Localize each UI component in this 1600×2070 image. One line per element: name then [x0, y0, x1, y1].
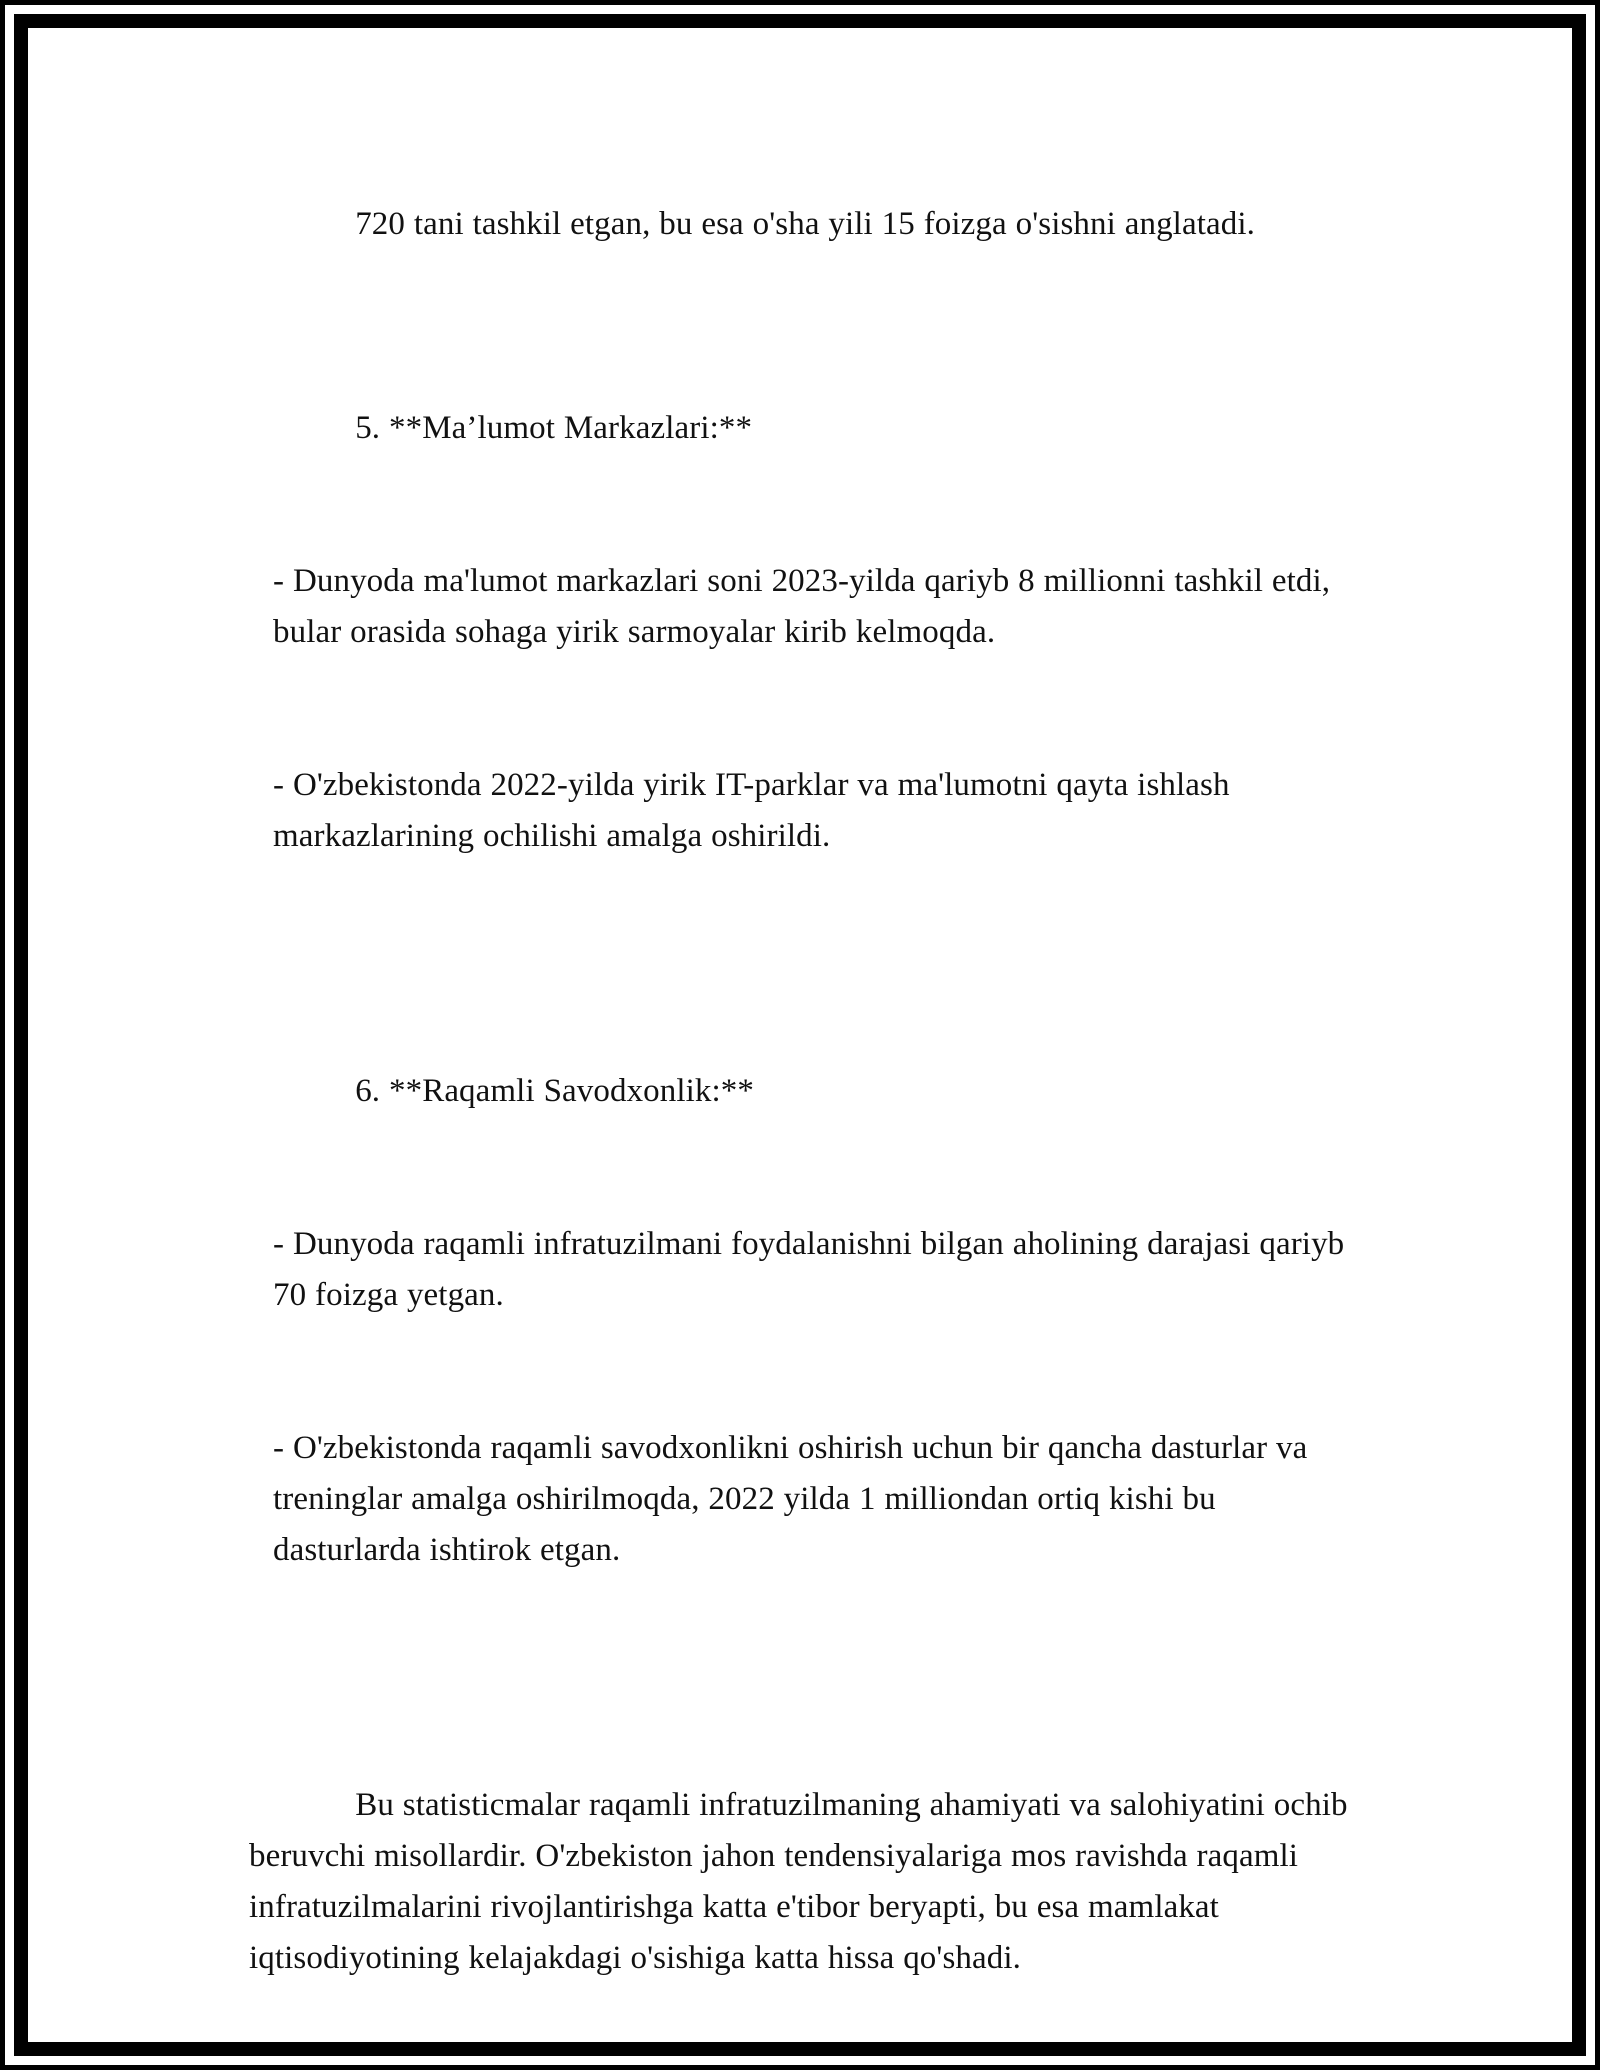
document-text-column: [249, 148, 1369, 2035]
page-frame-inner: [14, 14, 1586, 2056]
section-6-bullet-2: - O'zbekistonda raqamli savodxonlikni oshirish uchun bir qancha dasturlar va treninglar amalga oshirilmoqda, 2022 yilda 1 milliondan ortiq kishi bu dasturlarda ishtirok etgan.: [273, 1430, 1317, 1568]
page-frame-gap: [5, 5, 1595, 2065]
paragraph-text: Bu statisticmalar raqamli infratuzilmaning ahamiyati va salohiyatini ochib beruvchi misollardir. O'zbekiston jahon tendensiyalariga mos ravishda raqamli infratuzilmalarini rivojlantirishga katta e'tibor beryapti, bu esa mamlakat iqtisodiyotining kelajakdagi o'sishiga katta hissa qo'shadi.: [249, 1787, 1357, 1976]
section-6-block: [249, 1015, 1369, 1678]
section-6-bullet-1: - Dunyoda raqamli infratuzilmani foydalanishni bilgan aholining darajasi qariyb 70 foizga yetgan.: [273, 1226, 1354, 1313]
section-5-bullet-1: - Dunyoda ma'lumot markazlari soni 2023-yilda qariyb 8 millionni tashkil etdi, bular orasida sohaga yirik sarmoyalar kirib kelmoqda.: [273, 563, 1339, 650]
paragraph-conclusion: [249, 1729, 1369, 2035]
section-5-block: [249, 352, 1369, 964]
page-sheet: [28, 28, 1572, 2042]
paragraph-text: 720 tani tashkil etgan, bu esa o'sha yili 15 foizga o'sishni anglatadi.: [355, 206, 1255, 242]
section-6-heading: 6. **Raqamli Savodxonlik:**: [355, 1073, 754, 1109]
section-5-heading: 5. **Ma’lumot Markazlari:**: [355, 410, 753, 446]
section-5-bullet-2: - O'zbekistonda 2022-yilda yirik IT-parklar va ma'lumotni qayta ishlash markazlarining ochilishi amalga oshirildi.: [273, 767, 1239, 854]
paragraph-continuation: [249, 148, 1369, 301]
